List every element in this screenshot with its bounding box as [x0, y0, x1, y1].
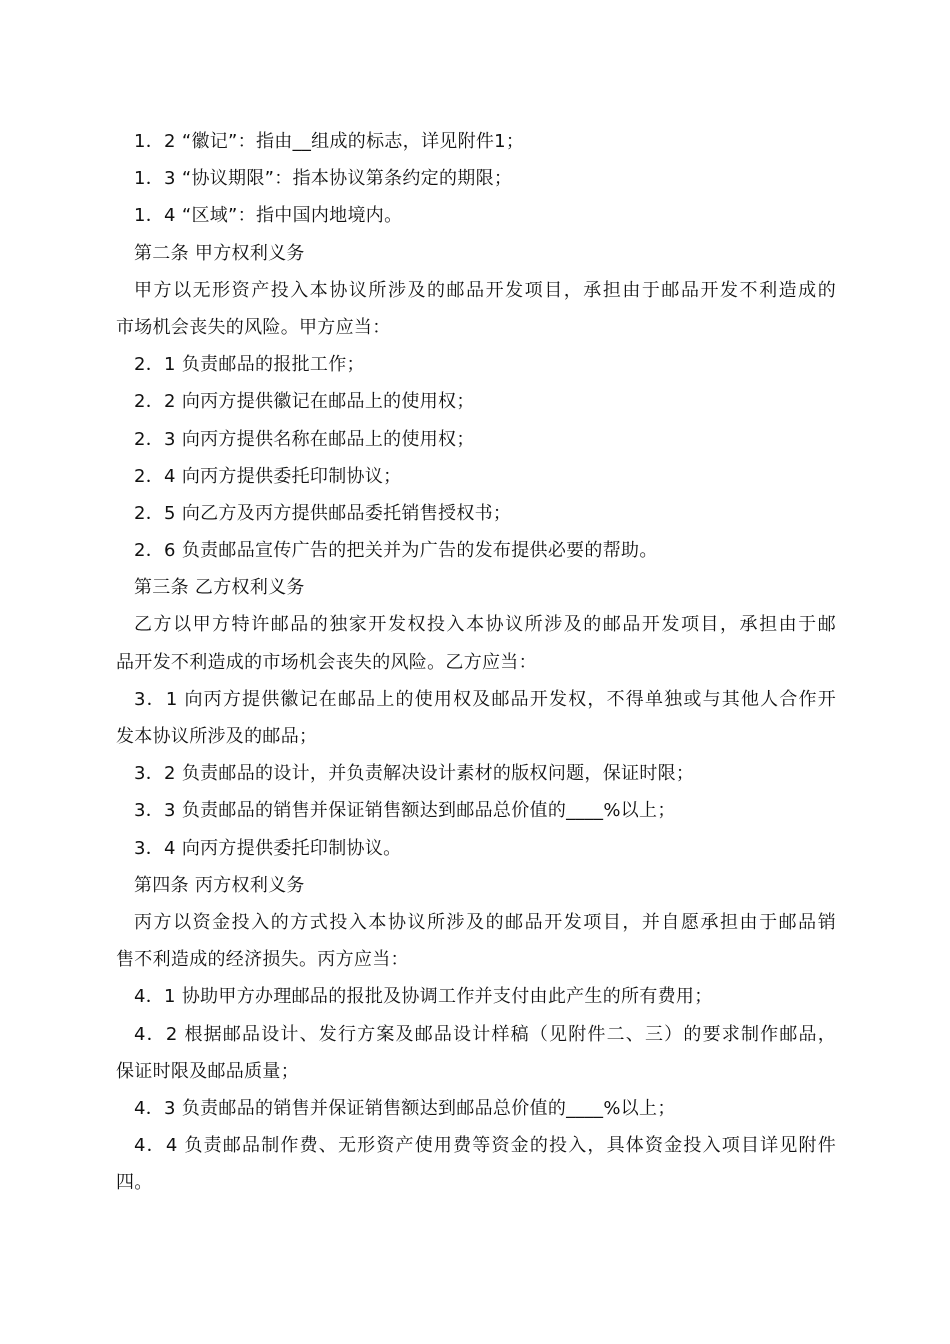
clause-1-2: 1．2 “徽记”：指由__组成的标志，详见附件1； [134, 131, 525, 152]
clause-2-6: 2．6 负责邮品宣传广告的把关并为广告的发布提供必要的帮助。 [134, 540, 658, 562]
clause-2-3: 2．3 向丙方提供名称在邮品上的使用权； [134, 428, 475, 450]
document-body [116, 123, 836, 1201]
article-4-paragraph-line-2: 售不利造成的经济损失。丙方应当： [116, 949, 409, 971]
article-3-paragraph-line-2: 品开发不利造成的市场机会丧失的风险。乙方应当： [116, 651, 537, 673]
article-4-heading: 第四条 丙方权利义务 [134, 874, 305, 896]
article-3-paragraph-line-1: 乙方以甲方特许邮品的独家开发权投入本协议所涉及的邮品开发项目，承担由于邮 [134, 614, 836, 636]
clause-3-1-line-2: 发本协议所涉及的邮品； [116, 726, 318, 747]
clause-2-5: 2．5 向乙方及丙方提供邮品委托销售授权书； [134, 502, 512, 524]
clause-4-2-line-2: 保证时限及邮品质量； [116, 1060, 299, 1082]
article-2-heading: 第二条 甲方权利义务 [134, 242, 305, 264]
clause-2-2: 2．2 向丙方提供徽记在邮品上的使用权； [134, 391, 475, 413]
clause-2-1: 2．1 负责邮品的报批工作； [134, 354, 365, 376]
clause-2-4: 2．4 向丙方提供委托印制协议； [134, 465, 402, 487]
clause-3-4: 3．4 向丙方提供委托印制协议。 [134, 837, 402, 859]
clause-3-3: 3．3 负责邮品的销售并保证销售额达到邮品总价值的____%以上； [134, 800, 676, 822]
clause-1-3: 1．3 “协议期限”：指本协议第条约定的期限； [134, 168, 513, 190]
clause-1-4: 1．4 “区域”：指中国内地境内。 [134, 205, 403, 227]
clause-4-1: 4．1 协助甲方办理邮品的报批及协调工作并支付由此产生的所有费用； [134, 986, 713, 1008]
clause-3-1-line-1: 3．1 向丙方提供徽记在邮品上的使用权及邮品开发权，不得单独或与其他人合作开 [134, 688, 836, 710]
article-2-paragraph-line-2: 市场机会丧失的风险。甲方应当： [116, 316, 391, 338]
article-2-paragraph-line-1: 甲方以无形资产投入本协议所涉及的邮品开发项目，承担由于邮品开发不利造成的 [134, 279, 836, 301]
clause-3-2: 3．2 负责邮品的设计，并负责解决设计素材的版权问题，保证时限； [134, 763, 695, 785]
article-3-heading: 第三条 乙方权利义务 [134, 577, 305, 599]
clause-4-4-line-1: 4．4 负责邮品制作费、无形资产使用费等资金的投入，具体资金投入项目详见附件 [134, 1135, 836, 1157]
clause-4-2-line-1: 4．2 根据邮品设计、发行方案及邮品设计样稿（见附件二、三）的要求制作邮品， [134, 1023, 836, 1045]
clause-4-3: 4．3 负责邮品的销售并保证销售额达到邮品总价值的____%以上； [134, 1097, 676, 1119]
article-4-paragraph-line-1: 丙方以资金投入的方式投入本协议所涉及的邮品开发项目，并自愿承担由于邮品销 [134, 911, 836, 933]
clause-4-4-line-2: 四。 [116, 1172, 153, 1194]
